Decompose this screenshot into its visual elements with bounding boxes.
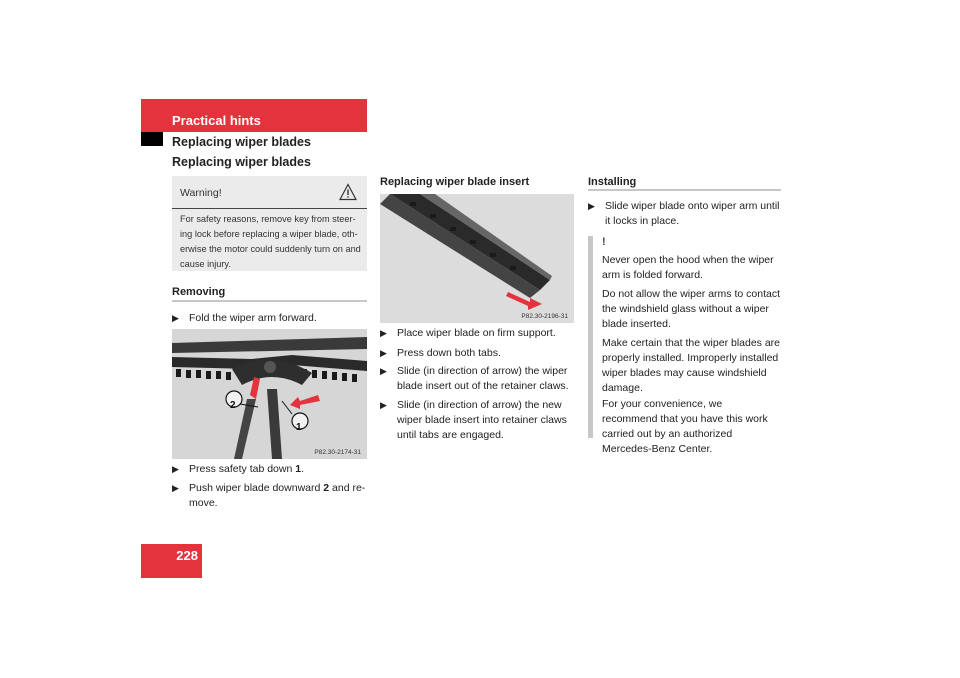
warning-title: Warning! [180,187,222,199]
step-text: Slide wiper blade onto wiper arm until it locks in place. [605,200,780,227]
step-text [172,462,367,477]
removing-step-1 [172,311,367,326]
removing-heading: Removing [172,286,226,298]
step-text-end: and re-move. [189,482,366,509]
insert-step-1 [380,326,574,341]
bullet-arrow-icon: ▶ [380,328,387,338]
callout-2-label: 2 [230,400,236,411]
warning-triangle-icon [339,183,357,201]
removing-step-3 [172,481,367,511]
warning-divider [172,208,367,209]
step-text: Fold the wiper arm forward. [189,312,317,324]
notice-paragraph-2: Do not allow the wiper arms to contact the windshield glass without a wiper blade inserted. [602,288,780,330]
wiper-blade-photo [380,194,574,323]
insert-step-2 [380,346,574,361]
step-text: Press down both tabs. [397,347,501,359]
step-text [172,481,367,511]
page-title: Replacing wiper blades [172,155,311,169]
removing-rule [172,300,367,302]
bullet-arrow-icon: ▶ [380,366,387,376]
notice-paragraph-4: For your convenience, we recommend that you have this work carried out by an authorized Mercedes-Benz Center. [602,398,768,455]
bullet-arrow-icon: ▶ [172,313,179,323]
installing-step [588,199,781,229]
warning-box [172,176,367,271]
insert-step-4 [380,398,574,443]
step-text: Slide (in direction of arrow) the wiper blade insert out of the retainer claws. [397,365,569,392]
removing-step-2 [172,462,367,477]
photo-code: P82.30-2174-31 [314,449,361,456]
bullet-arrow-icon: ▶ [380,400,387,410]
wiper-blade-illustration [380,194,574,323]
photo-code: P82.30-2196-31 [521,313,568,320]
step-text-end: . [301,463,304,475]
notice-paragraph-1: Never open the hood when the wiper arm is folded forward. [602,254,774,281]
wiper-arm-photo [172,329,367,459]
step-text-part: Press safety tab down [189,463,296,475]
bullet-arrow-icon: ▶ [380,348,387,358]
step-text-part: Push wiper blade downward [189,482,324,494]
page-subtitle: Replacing wiper blades [172,135,311,149]
installing-rule [588,189,781,191]
section-title: Practical hints [172,113,261,128]
notice-box [588,236,781,455]
bullet-arrow-icon: ▶ [172,464,179,474]
wiper-arm-illustration [172,329,367,459]
warning-text: For safety reasons, remove key from steer-ing lock before replacing a wiper blade, oth-erwise the motor could suddenly turn on and cause injury. [180,214,361,269]
bullet-arrow-icon: ▶ [172,483,179,493]
installing-heading: Installing [588,176,637,188]
section-tab-marker [141,132,163,146]
callout-1-label: 1 [296,422,302,433]
page-number: 228 [176,548,198,563]
notice-bar [588,236,593,438]
exclamation-icon: ! [602,236,606,248]
step-text: Place wiper blade on firm support. [397,327,556,339]
page-number-box [141,544,202,578]
section-header-bar [141,99,367,132]
step-ref: 1 [295,463,302,475]
bullet-arrow-icon: ▶ [588,201,595,211]
step-ref: 2 [323,482,330,494]
insert-step-3 [380,364,574,394]
insert-heading: Replacing wiper blade insert [380,176,530,188]
step-text: Slide (in direction of arrow) the new wiper blade insert into retainer claws until tabs are engaged. [397,399,567,441]
notice-paragraph-3: Make certain that the wiper blades are properly installed. Improperly installed wiper blades may cause windshield damage. [602,337,781,394]
